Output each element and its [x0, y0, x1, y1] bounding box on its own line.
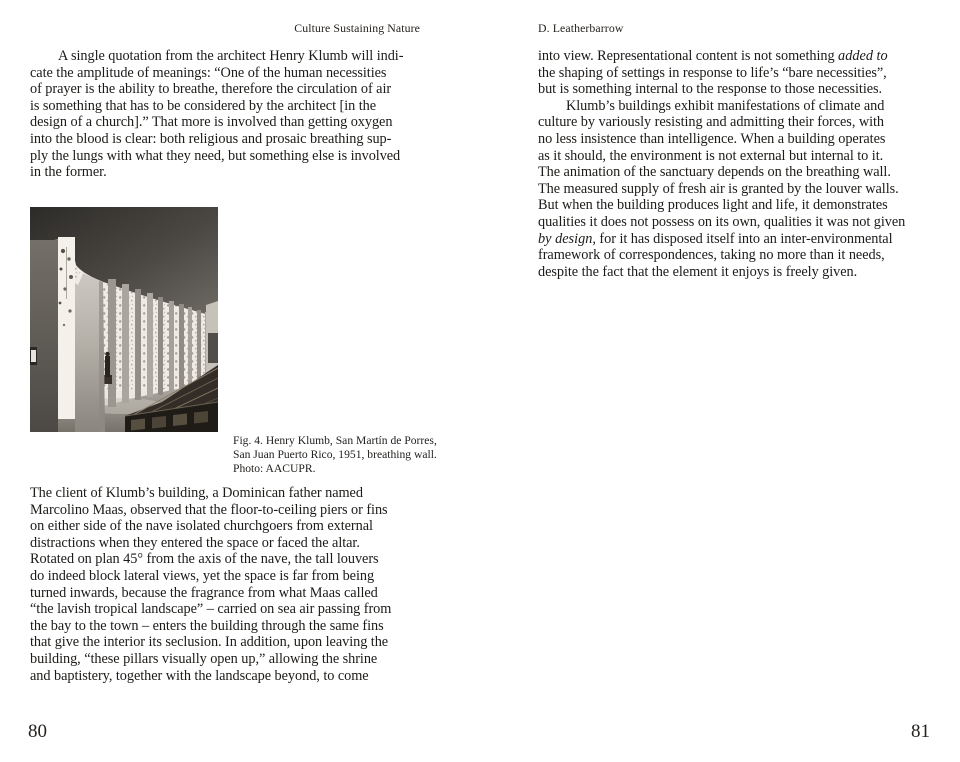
figure-4-photo [30, 207, 218, 432]
right-page-column [538, 48, 918, 280]
text-line: Photo: AACUPR. [233, 462, 316, 475]
text-line: distractions when they entered the space or faced the altar. [30, 534, 360, 551]
text-line: San Juan Puerto Rico, 1951, breathing wall. [233, 448, 437, 461]
text-line: Marcolino Maas, observed that the floor-to-ceiling piers or fins [30, 501, 388, 518]
text-line: Klumb’s buildings exhibit manifestations of climate and [566, 97, 885, 114]
text-line: But when the building produces light and life, it demonstrates [538, 197, 888, 214]
text-line: Rotated on plan 45° from the axis of the nave, the tall louvers [30, 551, 379, 568]
photo-freestanding-wall [75, 272, 105, 432]
text-line: in the former. [30, 164, 107, 181]
text-line: building, “these pillars visually open up,” allowing the shrine [30, 650, 378, 667]
text-line: by design, for it has disposed itself into an inter-environmental [538, 230, 893, 247]
text-line: and baptistery, together with the landscape beyond, to come [30, 667, 369, 684]
running-head-right: D. Leatherbarrow [538, 21, 624, 35]
church-interior-photo [30, 207, 218, 432]
text-line: into view. Representational content is not something added to [538, 48, 888, 64]
right-page-paragraph-1 [538, 48, 918, 98]
text-line: The animation of the sanctuary depends on the breathing wall. [538, 164, 891, 181]
figure-4-caption [233, 434, 437, 476]
text-line: the bay to the town – enters the building through the same fins [30, 617, 384, 634]
text-line: but is something internal to the response to those necessities. [538, 81, 883, 98]
running-head-left: Culture Sustaining Nature [294, 21, 420, 35]
text-line: culture by variously resisting and admitting their forces, with [538, 114, 885, 131]
text-line: of prayer is the ability to breathe, therefore the circulation of air [30, 81, 392, 98]
text-line: The measured supply of fresh air is granted by the louver walls. [538, 180, 899, 197]
text-line: The client of Klumb’s building, a Dominican father named [30, 485, 363, 501]
photo-light-slit [58, 237, 75, 419]
text-line: despite the fact that the element it enjoys is freely given. [538, 263, 858, 280]
photo-left-shadow-wall [30, 240, 58, 432]
text-line: is something that has to be considered by the architect [in the [30, 97, 376, 114]
text-line: that give the interior its seclusion. In addition, upon leaving the [30, 634, 389, 651]
text-line: Fig. 4. Henry Klumb, San Martín de Porres, [233, 434, 437, 447]
text-line: cate the amplitude of meanings: “One of the human necessities [30, 64, 387, 81]
text-line: ply the lungs with what they need, but something else is involved [30, 147, 401, 164]
page-number-right: 81 [911, 721, 930, 742]
text-line: framework of correspondences, taking no more than it needs, [538, 247, 885, 264]
text-line: the shaping of settings in response to life’s “bare necessities”, [538, 64, 887, 81]
page-number-left: 80 [28, 721, 47, 742]
text-line: as it should, the environment is not external but internal to it. [538, 147, 884, 164]
text-line: into the blood is clear: both religious and prosaic breathing sup- [30, 130, 392, 147]
text-line: no less insistence than intelligence. When a building operates [538, 130, 886, 147]
left-page-paragraph-2 [30, 485, 422, 684]
left-page-paragraph-1 [30, 48, 422, 181]
right-page-paragraph-2 [538, 98, 918, 281]
text-line: design of a church].” That more is involved than getting oxygen [30, 114, 393, 131]
text-line: “the lavish tropical landscape” – carried on sea air passing from [30, 601, 392, 618]
text-line: qualities it does not possess on its own, qualities it was not given [538, 213, 906, 230]
text-line: do indeed block lateral views, yet the space is far from being [30, 567, 375, 584]
text-line: on either side of the nave isolated churchgoers from external [30, 518, 373, 535]
text-line: A single quotation from the architect Henry Klumb will indi- [58, 48, 404, 64]
text-line: turned inwards, because the fragrance from what Maas called [30, 584, 378, 601]
